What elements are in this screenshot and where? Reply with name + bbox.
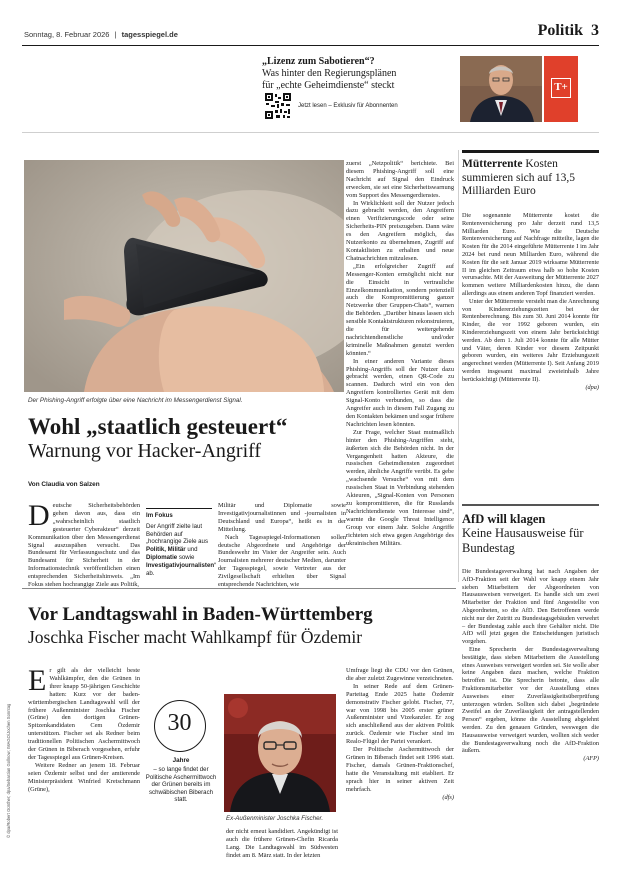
years-number: 30 [167,710,192,736]
sidebar2-p2: Eine Sprecherin der Bundestagsverwaltung bestätigte, dass sieben Mitarbeitern die Ausstellung eines Ausweises verweigert worden sei. Sie wolle aber keine Angaben dazu machen, welche Fraktion betroffen ist. Die Sprecherin betonte, dass alle Fraktionsmitarbeiter vor der Ausstellung eines Ausweises einer Zuverlässigkeitsüberprüfung unterzogen würden. Sollten sich dabei „begründete Zweifel an der Zuverlässigkeit der antragstellenden Person“ ergeben, könne die Ausstellung abgelehnt werden. Zu den genauen Gründen, weswegen die Hausausweise verweigert wurden, wollten sich weder die Bundestagsverwaltung noch die AfD-Fraktion äußern. [462,645,599,755]
focus-bold-2: Diplomatie [146,553,178,561]
years-text: – so lange findet der Politische Aschermittwoch der Grünen bereits im schwäbischen Biberach statt. [145,766,217,804]
promo-subtitle-2: für „echte Geheimdienste“ steckt [262,80,395,91]
bottom-col1-p2: Weitere Redner an jenem 18. Februar seien Özdemir selbst und der amtierende Ministerpräsident Winfried Kretschmann (Grüne), [28,761,140,793]
promo-subtitle-1: Was hinter den Regierungsplänen [262,68,397,79]
sidebar2-rule [462,504,599,506]
fischer-photo [224,694,336,812]
photo-credit-vertical: © dpa/Robert Günther; dpa/Sebastian Gollnow; IMAGO/Jochen Sonntag [6,703,11,838]
sidebar1-headline-bold: Mütterrente [462,158,523,170]
promo-box[interactable] [262,56,452,92]
sidebar2-p1: Die Bundestagsverwaltung hat nach Angaben der AfD-Fraktion seit der Wahl vor knapp einem Jahr sieben Mitarbeitern der Abgeordneten von Hausausweisen verweigert. Es handle sich um zwei Mitarbeiter der Fraktion und fünf Angestellte von Abgeordneten, so die AfD. Den Betroffenen werde nicht nur der Zutritt zu Bundestagsgebäuden verwehrt – der Bundestag zahle auch ihre Gehälter nicht. Die AfD will jetzt gegen die Entscheidungen juristisch vorgehen. [462,568,599,646]
focus-bold-3: Investigativjournalisten [146,561,215,569]
promo-cta[interactable]: Jetzt lesen – Exklusiv für Abonnenten [298,103,398,109]
section-label: Politik [537,22,583,39]
main-headline: Wohl „staatlich gesteuert“ [28,414,288,439]
bottom-col4-credit: (dfs) [442,793,454,801]
sidebar1-p2: Unter der Mütterrente versteht man die Anrechnung von Kindererziehungszeiten bei der Rentenberechnung. Bis zum 30. Juni 2014 konnte für Kinder, die vor 1992 geboren wurden, ein Kindererziehungszeit von einem Jahr berücksichtigt werden. Ab dem 1. Juli 2014 konnte für alle Mütter und Väter, deren Kinder vor diesem Zeitpunkt geboren wurden, ein weiteres Jahr Erziehungszeit angerechnet werden (Mütterrente I). Seit Anfang 2019 werden insgesamt maximal zweieinhalb Jahre berücksichtigt (Mütterrente II). [462,297,599,383]
bottom-subheadline: Joschka Fischer macht Wahlkampf für Özdemir [28,627,363,647]
main-col3 [218,502,346,589]
sidebar1-rule [462,150,599,153]
sidebar1-body [462,212,599,391]
date-text: Sonntag, 8. Februar 2026 [24,30,110,39]
focus-text-mid2: sowie [177,553,195,561]
focus-box [146,508,217,577]
promo-badge[interactable] [544,56,578,122]
bottom-col4-p3: Der Politische Aschermittwoch der Grünen in Biberach findet seit 1996 statt. Fischer, damals Grünen-Fraktionschef, hatte die Veranstaltung mit etabliert. Er sprach hier in seiner aktiven Zeit mehrfach. [346,746,454,793]
years-circle [154,700,206,752]
focus-bold-1: Politik, Militär [146,546,186,554]
promo-title: „Lizenz zum Sabotieren“? [262,56,375,67]
bottom-col3 [226,828,338,860]
main-subheadline: Warnung vor Hacker-Angriff [28,440,262,462]
main-col4-p1: zuerst „Netzpolitik“ berichtete. Bei diesem Phishing-Angriff soll eine Nachricht auf Signal den Eindruck erwecken, sie sei eine Sicherheitswarnung vom Support des Messengerdienstes. [346,160,454,199]
phone-photo [24,160,344,392]
years-label: Jahre [172,757,190,764]
sidebar1-headline [462,158,599,199]
main-col3-p1: Militär und Diplomatie sowie Investigativjournalistinnen und -journalisten in Deutschland und Europa“, heißt es in der Mitteilung. [218,502,346,533]
promo-portrait [460,56,542,122]
header-rule [22,45,599,46]
fischer-caption: Ex-Außenminister Joschka Fischer. [226,815,324,822]
main-col1-p1: eutsche Sicherheitsbehörden gehen davon aus, dass ein „wahrscheinlich staatlich gesteuerter Cyberakteur“ derzeit Kommunikation über den Messengerdienst Signal auszuspähen versucht. Das Bundesamt für Verfassungsschutz und das Bundesamt für Sicherheit in der Informationstechnik veröffentlichen einen entsprechenden Sicherheitshinweis. „Im Fokus stehen hochrangige Ziele aus Politik, [28,502,140,589]
main-col4-p4: In einer anderen Variante dieses Phishing-Angriffs soll der Nutzer dazu gebracht werden, einen QR-Code zu scannen. Dadurch wird ein von den Angreifern kontrolliertes Gerät mit dem Signal-Konto verbunden, so dass die Angreifer auch in diesem Fall Zugang zu den Kontakten bekämen und sogar frühere Nachrichten lesen könnten. [346,357,454,428]
section-title [538,22,599,40]
sidebar2-body [462,568,599,763]
sidebar2-headline: AfD will klagen [462,512,546,526]
focus-text-mid: und [185,546,198,554]
focus-text-pre: Der Angriff zielte laut Behörden auf „hochrangige Ziele aus [146,522,208,546]
main-col4-p3: „Ein erfolgreicher Zugriff auf Messenger-Konten ermöglicht nicht nur die Einsicht in vertrauliche Einzelkommunikation, sondern potenziell auch die Kompromittierung ganzer Netzwerke über Gruppen-Chats“, warnen die Behörden. „Darüber hinaus lassen sich sensible Kontaktstrukturen rekonstruieren, die für weitergehende nachrichtendienstliche und/oder kriminelle Maßnahmen genutzt werden könnten.“ [346,262,454,357]
sidebar2-credit: (AFP) [583,755,599,763]
main-col3-p2: Nach Tagesspiegel-Informationen sollen deutsche Abgeordnete und Angehörige der Bundeswehr im Visier der Angreifer sein. Auch Journalisten mehrerer deutscher Medien, darunter der Tagesspiegel, sowie Vertreter aus der Zivilgesellschaft erhielten über Signal entsprechende Nachrichten, wie [218,533,346,589]
focus-text-post: “ ab. [146,561,217,577]
bottom-col4 [346,667,454,801]
bottom-drop-cap: E [28,664,47,697]
drop-cap: D [28,499,50,532]
main-col4-p2: In Wirklichkeit soll der Nutzer jedoch dazu gebracht werden, den Angreifern einen Verifizierungscode oder seine Sicherheits-PIN preiszugeben. Dann wäre es den Angreifern möglich, das Nutzerkonto zu übernehmen, Zugriff auf Kontaktlisten zu erhalten und neue Chatnachrichten mitzulesen. [346,199,454,262]
author-line: Von Claudia von Salzen [28,481,100,488]
focus-title: Im Fokus [146,512,173,519]
bottom-col4-p2: In seiner Rede auf dem Grünen-Parteitag Ende 2025 hatte Özdemir demonstrativ Fischer gelobt. Fischer, 77, war von 1998 bis 2005 erster grüner Außenminister und Vizekanzler. Er zog sich anschließend aus der aktiven Politik zurück. Özdemir wie Fischer sind im Realo-Flügel der Partei verankert. [346,682,454,746]
sidebar1-credit: (dpa) [585,383,599,391]
main-col1 [28,499,140,589]
bottom-col3-p1: der nicht erneut kandidiert. Angekündigt ist auch die frühere Grünen-Chefin Ricarda Lang. Die Landtagswahl im Südwesten findet am 8. März statt. In der letzten [226,828,338,859]
bottom-headline: Vor Landtagswahl in Baden-Württemberg [28,604,373,625]
qr-code-icon [264,92,292,120]
main-col4-p5: Zur Frage, welcher Staat mutmaßlich hinter den Phishing-Angriffen steht, äußerten sich die Behörden nicht. In der Vergangenheit hatten Akteure, die russischen Geheimdiensten zugeordnet werden, ähnliche Angriffe verübt. Es gebe „wachsende Versuche“ von mit dem russischen Staat in Verbindung stehenden Akteuren, „Signal-Konten von Personen zu kompromittieren, die für Russlands Nachrichtendienste von Interesse sind“, warnte die Google Threat Intelligence Group vor einem Jahr. Solche Angriffe richteten sich etwa gegen Angehörige des ukrainischen Militärs. [346,428,454,547]
badge-label: T+ [554,81,568,93]
bottom-col1-p1: r gilt als der vielleicht beste Wahlkämpfer, den die Grünen in ihrer knapp 50-jährigen Geschichte hatten: Kurz vor der baden-württembergischen Landtagswahl will der frühere Außenminister Joschka Fischer (Grüne) den dortigen Grünen-Spitzenkandidaten Cem Özdemir unterstützen. Fischer sei als Redner beim traditionellen Politischen Aschermittwoch der Grünen in Biberach vorgesehen, erfuhr der Tagesspiegel aus Grünen-Kreisen. [28,667,140,761]
sidebar1-headline-rest: Kosten summieren sich auf 13,5 Milliarden Euro [462,158,576,197]
sidebar2-subheadline: Keine Hausausweise für Bundestag [462,526,584,555]
bottom-col1 [28,664,140,794]
main-col4 [346,160,454,547]
bottom-col4-p1: Umfrage liegt die CDU vor den Grünen, die aber zuletzt Zugewinne verzeichneten. [346,667,454,682]
promo-rule [22,132,599,133]
sidebar1-p1: Die sogenannte Mütterrente kostet die Rentenversicherung pro Jahr derzeit rund 13,5 Milliarden Euro. Wie die Deutsche Rentenversicherung auf Nachfrage mitteilte, lagen die Kosten für die 2014 eingeführte Mütterrente I im Jahr 2024 bei rund neun Milliarden Euro, während die Kosten für die seit Januar 2019 wirksame Mütterrente II im gleichen Zeitraum etwa halb so hohe Kosten verursachte. Mit der Ausweitung der Mütterrente 2027 kommen weitere Milliardenkosten hinzu, die dann allerdings aus einem anderen Topf finanziert werden. [462,212,599,297]
column-divider [458,150,459,582]
site-name: tagesspiegel.de [121,30,178,39]
photo-caption: Der Phishing-Angriff erfolgte über eine Nachricht im Messengerdienst Signal. [28,397,243,404]
page-number: 3 [591,22,599,39]
header-date: Sonntag, 8. Februar 2026 | tagesspiegel.de [24,30,178,39]
bottom-rule [22,588,456,589]
